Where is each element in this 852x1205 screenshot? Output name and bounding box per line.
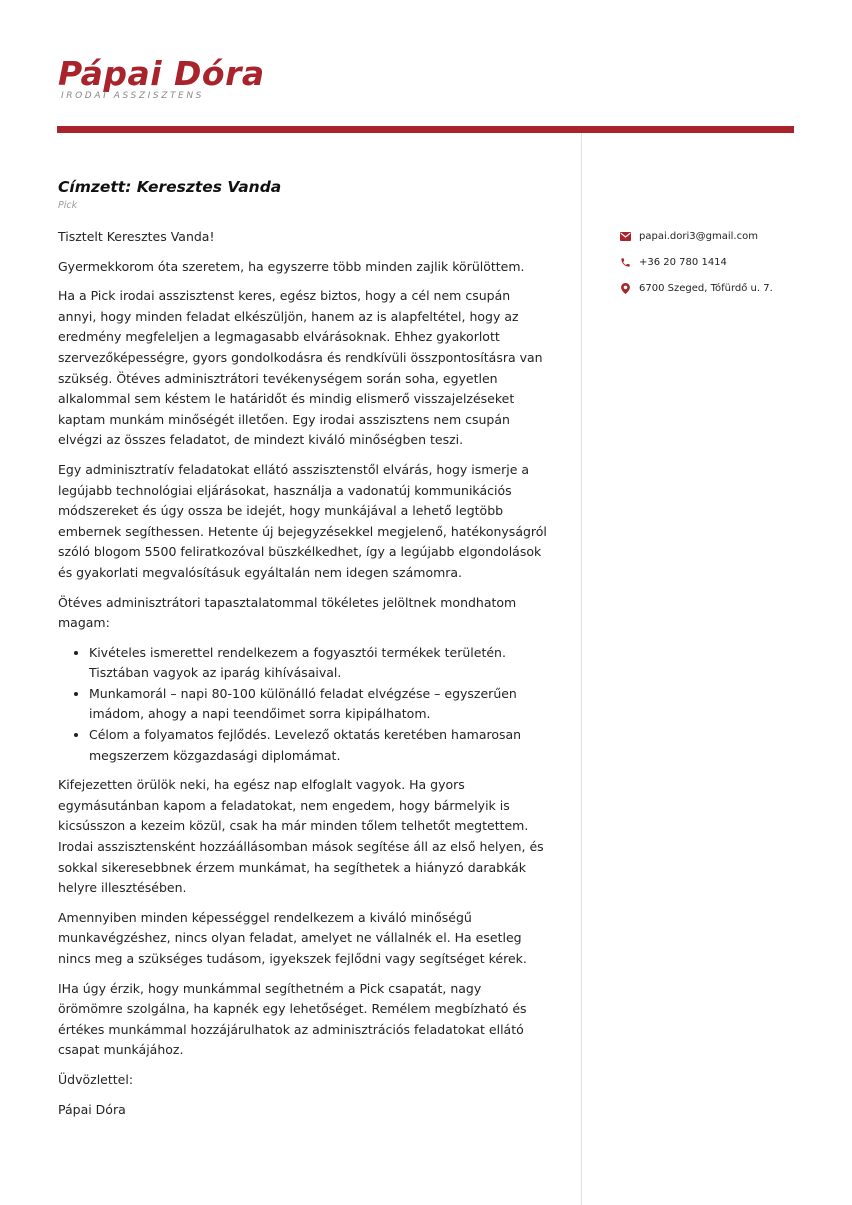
phone-text: +36 20 780 1414 [639, 256, 727, 268]
envelope-icon [620, 231, 631, 242]
qualifications-list [58, 643, 548, 767]
contact-phone[interactable] [620, 255, 773, 269]
address-text: 6700 Szeged, Tófürdő u. 7. [639, 282, 773, 294]
applicant-name: Pápai Dóra [58, 54, 265, 93]
location-pin-icon [620, 283, 631, 294]
signature: Pápai Dóra [58, 1101, 126, 1117]
resume-header [58, 54, 265, 101]
company-name: Pick [58, 200, 78, 211]
closing: Üdvözlettel: [58, 1071, 134, 1087]
paragraph-6: Amennyiben minden képességgel rendelkezem a kiváló minőségű munkavégzéshez, nincs olyan feladat, amelyet ne vállalnék el. Ha esetleg nincs meg a szükséges tudásom, igyekszek fejlődni vagy segítséget kérek. [58, 909, 527, 966]
list-item: • Munkamorál – napi 80-100 különálló feladat elvégzése – egyszerűen imádom, ahogy a napi teendőimet sorra kipipálhatom. [89, 684, 548, 725]
contact-info [620, 229, 773, 307]
header-accent-rule [57, 126, 794, 133]
salutation: Tisztelt Keresztes Vanda! [58, 229, 215, 244]
letter-text [58, 227, 548, 1120]
paragraph-2: Ha a Pick irodai asszisztenst keres, egész biztos, hogy a cél nem csupán annyi, hogy minden feladat elkészüljön, hanem az is alapfeltétel, hogy az eredmény megfeleljen a legmagasabb elvárásoknak. Ehhez gyakorlott szervezőképességre, gyors gondolkodásra és rendkívüli összpontosításra van szükség. Ötéves adminisztrátori tevékenységem során soha, egyetlen alkalommal sem késtem le határidőt és mindig elismerő visszajelzéseket kaptam munkám minőségét illetően. Egy irodai asszisztens nem csupán elvégzi az összes feladatot, de mindezt kiváló minőségben teszi. [58, 288, 543, 448]
paragraph-1: Gyermekkorom óta szeretem, ha egyszerre több minden zajlik körülöttem. [58, 258, 525, 274]
email-text: papai.dori3@gmail.com [639, 230, 758, 242]
job-title: IRODAI ASSZISZTENS [61, 91, 204, 101]
phone-icon [620, 257, 631, 268]
list-item: • Célom a folyamatos fejlődés. Levelező oktatás keretében hamarosan megszerzem közgazdasági diplomámat. [89, 725, 548, 766]
column-divider [581, 133, 582, 1205]
paragraph-7: IHa úgy érzik, hogy munkámmal segíthetném a Pick csapatát, nagy örömömre szolgálna, ha kapnék egy lehetőséget. Remélem megbízható és értékes munkámmal hozzájárulhatok az adminisztrációs feladatokat ellátó csapat munkájához. [58, 980, 527, 1058]
paragraph-5: Kifejezetten örülök neki, ha egész nap elfoglalt vagyok. Ha gyors egymásutánban kapom a feladatokat, nem engedem, hogy bármelyik is kicsússzon a kezeim közül, csak ha már minden tőlem telhetőt megtettem. Irodai asszisztensként hozzáállásomban mások segítése áll az első helyen, és sokkal sikeresebbnek érzem munkámat, ha segíthetek a hiányzó darabkák helyre illesztésében. [58, 777, 544, 896]
contact-email[interactable] [620, 229, 773, 243]
contact-address [620, 281, 773, 295]
paragraph-4: Ötéves adminisztrátori tapasztalatommal tökéletes jelöltnek mondhatom magam: [58, 594, 517, 631]
letter-body [58, 176, 548, 1129]
list-item: • Kivételes ismerettel rendelkezem a fogyasztói termékek területén. Tisztában vagyok az iparág kihívásaival. [89, 643, 548, 684]
recipient-heading: Címzett: Keresztes Vanda [58, 178, 282, 196]
paragraph-3: Egy adminisztratív feladatokat ellátó asszisztenstől elvárás, hogy ismerje a legújabb technológiai eljárásokat, használja a vadonatúj kommunikációs módszereket és úgy ossza be idejét, hogy munkájával a lehető legtöbb embernek segíthessen. Hetente új bejegyzésekkel megjelenő, hatékonyságról szóló blogom 5500 feliratkozóval büszkélkedhet, így a legújabb elgondolások és gyakorlati megvalósításuk egyáltalán nem idegen számomra. [58, 461, 547, 580]
